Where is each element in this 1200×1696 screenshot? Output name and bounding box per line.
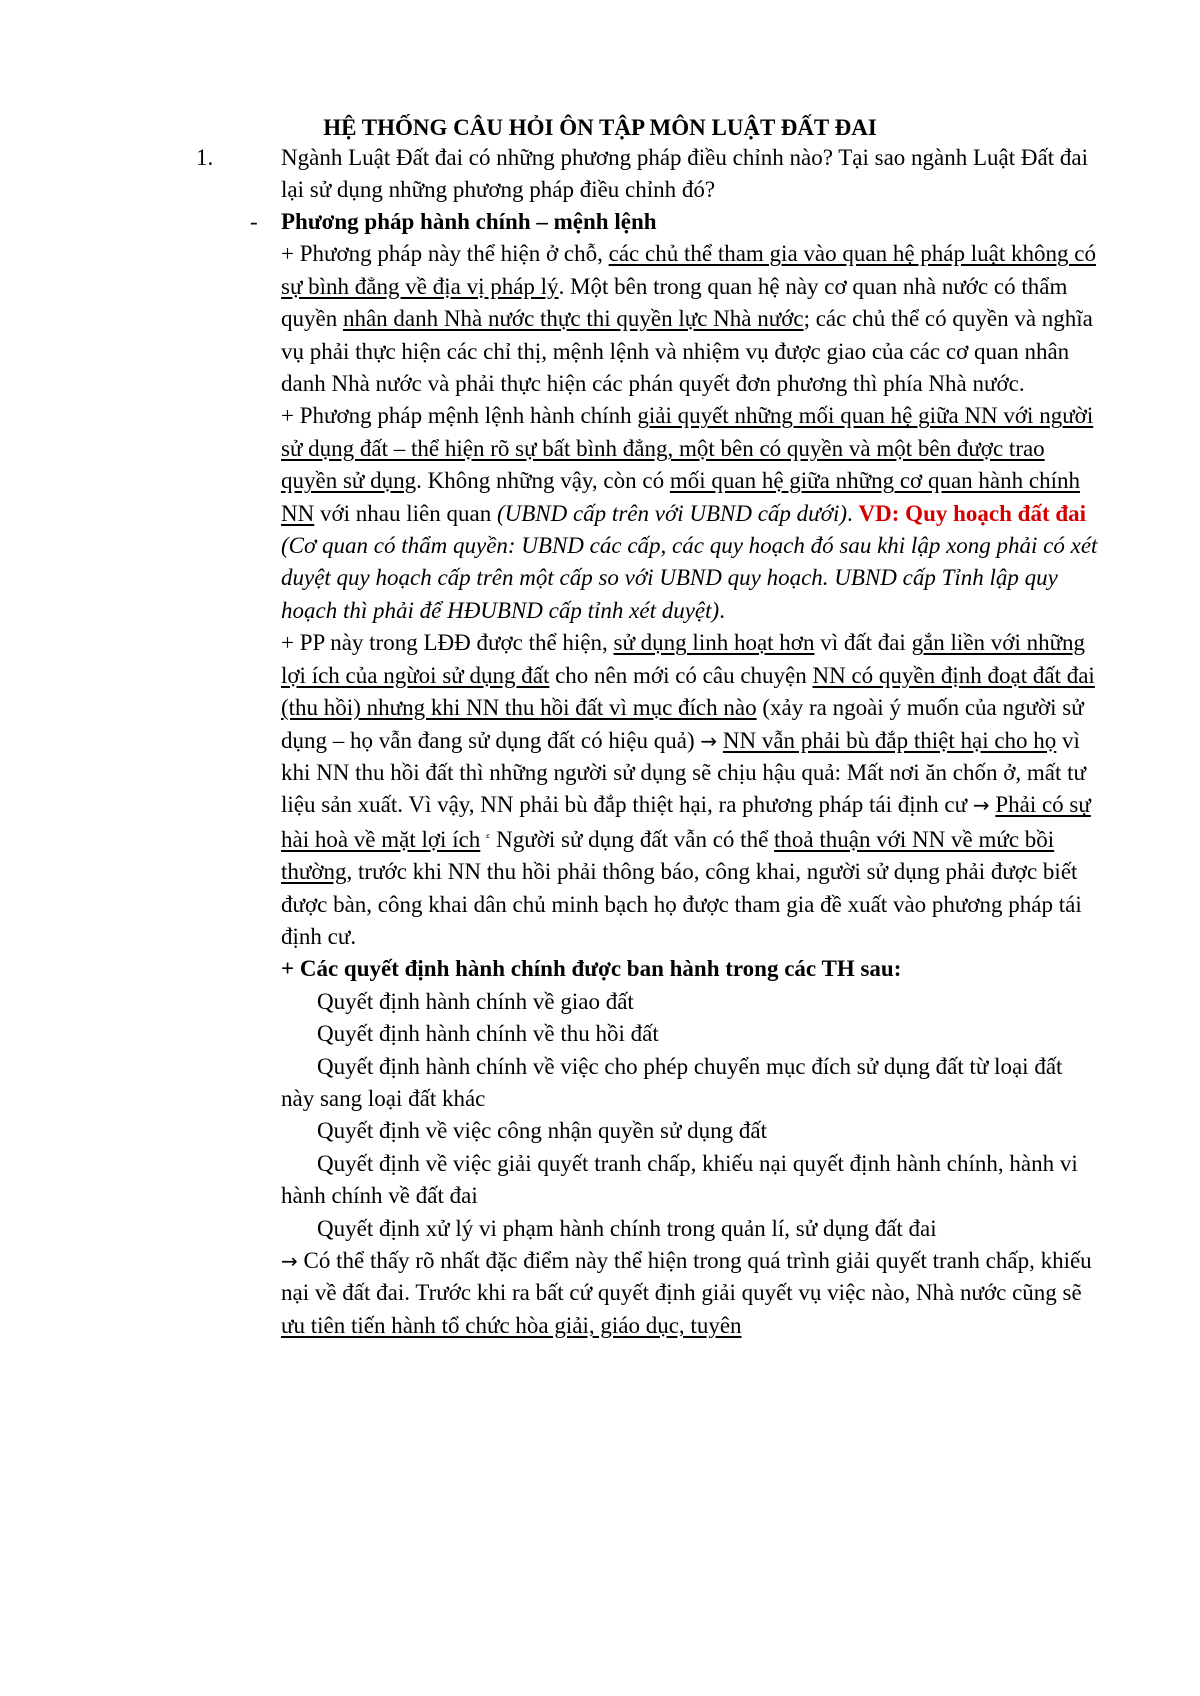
underlined-text: sử dụng linh hoạt hơn <box>613 630 815 656</box>
paragraph-2 <box>281 400 1101 627</box>
text: . <box>847 500 859 526</box>
underlined-text: NN vẫn phải bù đắp thiệt hại cho họ <box>722 727 1057 753</box>
text: Người sử dụng đất vẫn có thể <box>490 826 775 852</box>
text: Có thể thấy rõ nhất đặc điểm này thể hiện trong quá trình giải quyết tranh chấp, khiếu nại về đất đai. Trước khi ra bất cứ quyết định giải quyết vụ việc nào, Nhà nước cũng sẽ <box>281 1248 1092 1306</box>
document-title: HỆ THỐNG CÂU HỎI ÔN TẬP MÔN LUẬT ĐẤT ĐAI <box>323 115 877 140</box>
text: . <box>719 597 725 623</box>
section-heading: Phương pháp hành chính – mệnh lệnh <box>281 209 657 234</box>
italic-text: (Cơ quan có thẩm quyền: UBND các cấp, các quy hoạch đó sau khi lập xong phải có xét duyệt quy hoạch cấp trên một cấp so với UBND quy hoạch. UBND cấp Tỉnh lập quy hoạch thì phải để HĐUBND cấp tỉnh xét duyệt) <box>281 533 1098 623</box>
list-item <box>281 1148 1101 1213</box>
underlined-text: giải quyết những mối quan hệ giữa NN với người sử dụng đất – thể hiện rõ sự bất bình đẳng, một bên có quyền và một bên được trao quyền sử dụng <box>281 403 1094 494</box>
text: + PP này trong LĐĐ được thể hiện, <box>281 630 614 656</box>
list-dash: - <box>250 209 258 234</box>
text: . Không những vậy, còn có <box>416 468 670 494</box>
arrow-right-icon: → <box>281 1249 298 1273</box>
text: vì đất đai <box>814 630 912 656</box>
text: + Phương pháp này thể hiện ở chỗ, <box>281 241 609 267</box>
example-label: VD: Quy hoạch đất đai <box>858 500 1087 526</box>
symbol-icon: ᵋ <box>486 830 491 845</box>
text: cho nên mới có câu chuyện <box>549 662 813 688</box>
subsection-heading: + Các quyết định hành chính được ban hành trong các TH sau: <box>281 956 902 982</box>
underlined-text: Phải có sự hài hoà về mặt lợi ích <box>281 792 1091 852</box>
text: Quyết định hành chính về việc cho phép chuyển mục đích sử dụng đất từ loại đất này sang loại đất khác <box>281 1053 1063 1111</box>
underlined-text: gắn liền với những lợi ích của ngừoi sử dụng đất <box>281 630 1086 688</box>
italic-text: (UBND cấp trên với UBND cấp dưới) <box>496 500 848 526</box>
underlined-text: ưu tiên tiến hành tổ chức hòa giải, giáo dục, tuyên <box>281 1312 742 1338</box>
underlined-text: nhân danh Nhà nước thực thi quyền lực Nhà nước <box>342 306 804 332</box>
underlined-text: mối quan hệ giữa những cơ quan hành chính NN <box>281 468 1080 526</box>
answer-body <box>281 206 1101 1342</box>
list-item: Quyết định về việc công nhận quyền sử dụng đất <box>317 1118 768 1144</box>
list-item <box>281 1051 1101 1116</box>
text: ; các chủ thể có quyền và nghĩa vụ phải thực hiện các chỉ thị, mệnh lệnh và nhiệm vụ được giao của các cơ quan nhân danh Nhà nước và phải thực hiện các phán quyết đơn phương thì phía Nhà nước. <box>281 306 1093 397</box>
text: với nhau liên quan <box>314 500 497 526</box>
underlined-text: thoả thuận với NN về mức bồi thường <box>281 826 1055 885</box>
paragraph-3 <box>281 627 1101 953</box>
paragraph-1 <box>281 238 1101 400</box>
list-item: Quyết định hành chính về giao đất <box>317 988 634 1014</box>
list-item: Quyết định hành chính về thu hồi đất <box>317 1021 659 1047</box>
question-text: Ngành Luật Đất đai có những phương pháp điều chỉnh nào? Tại sao ngành Luật Đất đai lại sử dụng những phương pháp điều chỉnh đó? <box>281 145 1088 203</box>
text: Quyết định về việc giải quyết tranh chấp, khiếu nại quyết định hành chính, hành vi hành chính về đất đai <box>281 1150 1078 1209</box>
text: + Phương pháp mệnh lệnh hành chính <box>281 403 638 429</box>
text: , trước khi NN thu hồi phải thông báo, công khai, người sử dụng phải được biết được bàn, công khai dân chủ minh bạch họ được tham gia đề xuất vào phương pháp tái định cư. <box>281 859 1082 949</box>
arrow-right-icon: → <box>972 793 990 818</box>
text: . Một bên trong quan hệ này cơ quan nhà nước có thẩm quyền <box>281 273 1068 332</box>
underlined-text: NN có quyền định đoạt đất đai (thu hồi) nhưng khi NN thu hồi đất vì mục đích nào <box>281 662 1095 721</box>
arrow-right-icon: → <box>700 728 718 753</box>
text: vì khi NN thu hồi đất thì những người sử dụng sẽ chịu hậu quả: Mất nơi ăn chốn ở, mất tư liệu sản xuất. Vì vậy, NN phải bù đắp thiệt hại, ra phương pháp tái định cư <box>281 727 1087 818</box>
underlined-text: các chủ thể tham gia vào quan hệ pháp luật không có sự bình đẳng về địa vị pháp lý <box>281 241 1096 299</box>
list-item: Quyết định xử lý vi phạm hành chính trong quản lí, sử dụng đất đai <box>317 1215 937 1241</box>
paragraph-5 <box>281 1245 1101 1342</box>
question-number: 1. <box>196 145 214 170</box>
text: (xảy ra ngoài ý muốn của người sử dụng – họ vẫn đang sử dụng đất có hiệu quả) <box>281 695 1084 753</box>
